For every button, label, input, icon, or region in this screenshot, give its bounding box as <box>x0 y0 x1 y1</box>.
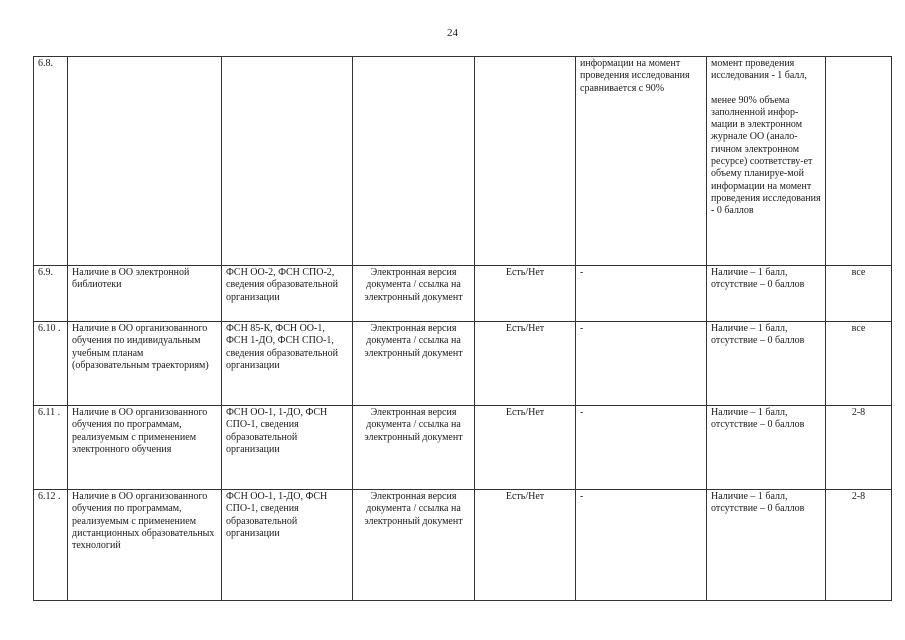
answer-option: Есть/Нет <box>475 490 576 601</box>
scoring-criteria <box>707 406 826 490</box>
answer-option: Есть/Нет <box>475 406 576 490</box>
answer-option: Есть/Нет <box>475 266 576 322</box>
calculation-condition: - <box>576 322 707 406</box>
answer-option: Есть/Нет <box>475 322 576 406</box>
indicator-name: Наличие в ОО организованного обучения по программам, реализуемым с применением электронного обучения <box>68 406 222 490</box>
calculation-condition: информации на момент проведения исследования сравнивается с 90% <box>576 57 707 266</box>
confirmation-method: Электронная версия документа / ссылка на электронный документ <box>353 490 475 601</box>
table-row <box>34 322 892 406</box>
data-source: ФСН 85-К, ФСН ОО-1, ФСН 1-ДО, ФСН СПО-1, сведения образовательной организации <box>222 322 353 406</box>
indicator-name <box>68 57 222 266</box>
confirmation-method: Электронная версия документа / ссылка на электронный документ <box>353 406 475 490</box>
data-source <box>222 57 353 266</box>
scoring-criteria <box>707 322 826 406</box>
grade-range: все <box>826 322 892 406</box>
scoring-criteria <box>707 57 826 266</box>
row-number: 6.8. <box>34 57 68 266</box>
row-number: 6.10 . <box>34 322 68 406</box>
table-row <box>34 490 892 601</box>
answer-option <box>475 57 576 266</box>
grade-range <box>826 57 892 266</box>
data-source: ФСН ОО-1, 1-ДО, ФСН СПО-1, сведения образовательной организации <box>222 490 353 601</box>
criteria-line: Наличие – 1 балл, отсутствие – 0 баллов <box>711 407 805 431</box>
data-source: ФСН ОО-2, ФСН СПО-2, сведения образовательной организации <box>222 266 353 322</box>
calculation-condition: - <box>576 490 707 601</box>
criteria-line: Наличие – 1 балл, отсутствие – 0 баллов <box>711 267 805 291</box>
calculation-condition: - <box>576 406 707 490</box>
table-row <box>34 57 892 266</box>
criteria-table <box>33 56 892 601</box>
grade-range: 2-8 <box>826 406 892 490</box>
confirmation-method: Электронная версия документа / ссылка на электронный документ <box>353 322 475 406</box>
page-number: 24 <box>447 27 458 39</box>
indicator-name: Наличие в ОО организованного обучения по индивидуальным учебным планам (образовательным траекториям) <box>68 322 222 406</box>
criteria-line: Наличие – 1 балл, отсутствие – 0 баллов <box>711 491 805 515</box>
grade-range: все <box>826 266 892 322</box>
criteria-line: менее 90% объема заполненной инфор-мации в электронном журнале ОО (анало-гичном электронном ресурсе) соответству-ет объему планируе-мой информации на момент проведения исследования - 0 баллов <box>711 94 821 217</box>
table-row <box>34 266 892 322</box>
criteria-line: Наличие – 1 балл, отсутствие – 0 баллов <box>711 323 805 347</box>
scoring-criteria <box>707 266 826 322</box>
row-number: 6.9. <box>34 266 68 322</box>
confirmation-method <box>353 57 475 266</box>
confirmation-method: Электронная версия документа / ссылка на электронный документ <box>353 266 475 322</box>
scoring-criteria <box>707 490 826 601</box>
data-source: ФСН ОО-1, 1-ДО, ФСН СПО-1, сведения образовательной организации <box>222 406 353 490</box>
grade-range: 2-8 <box>826 490 892 601</box>
row-number: 6.11 . <box>34 406 68 490</box>
criteria-line: момент проведения исследования - 1 балл, <box>711 58 807 82</box>
indicator-name: Наличие в ОО организованного обучения по программам, реализуемым с применением дистанционных образовательных технологий <box>68 490 222 601</box>
calculation-condition: - <box>576 266 707 322</box>
row-number: 6.12 . <box>34 490 68 601</box>
indicator-name: Наличие в ОО электронной библиотеки <box>68 266 222 322</box>
table-row <box>34 406 892 490</box>
